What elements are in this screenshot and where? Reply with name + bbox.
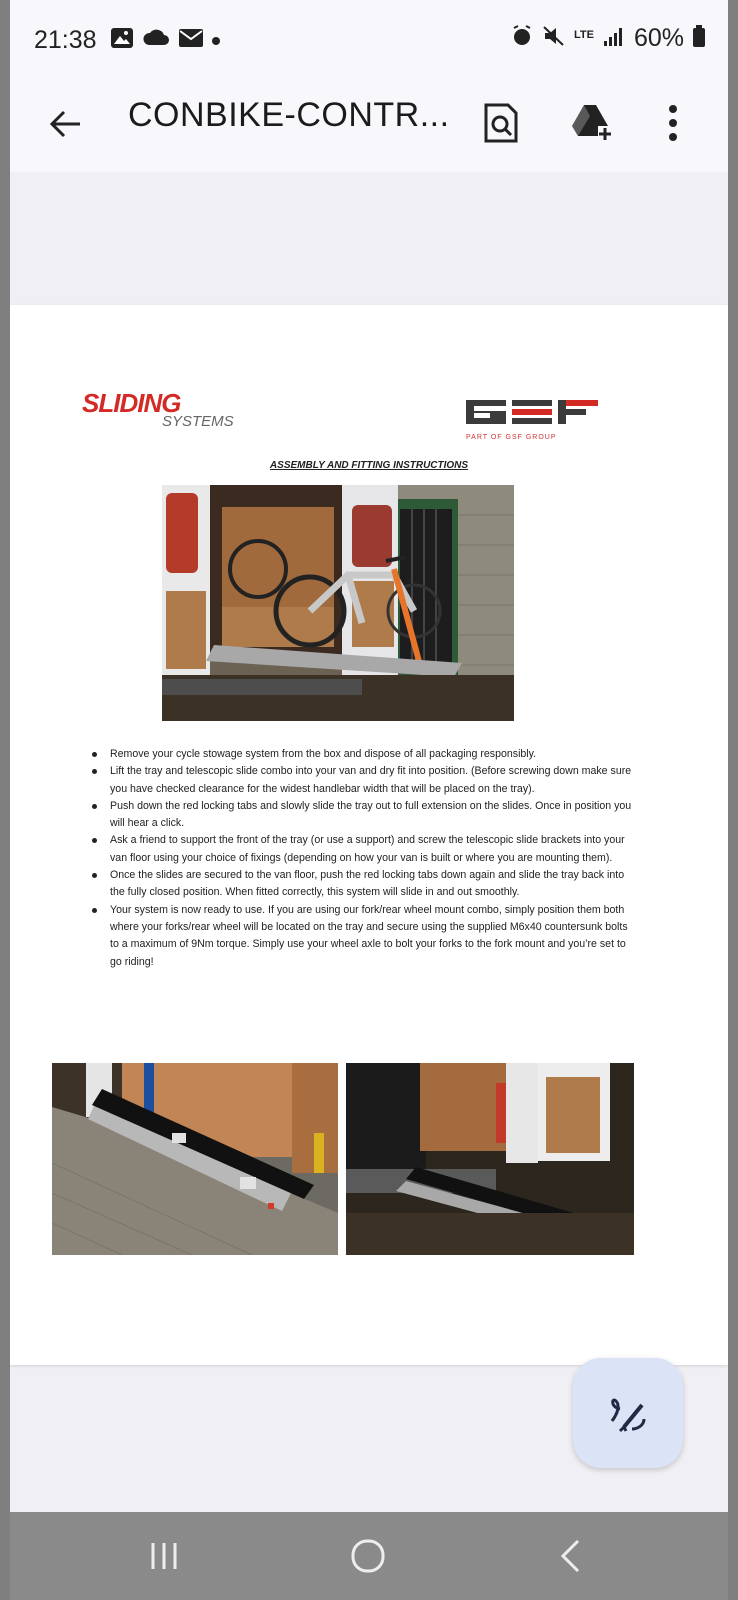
document-page <box>10 305 728 1365</box>
document-viewer[interactable] <box>10 172 728 1512</box>
more-options-button[interactable] <box>648 98 698 148</box>
alarm-icon <box>510 24 534 53</box>
search-document-icon <box>482 102 520 144</box>
tray-extended-photo <box>346 1063 634 1255</box>
home-icon <box>350 1538 386 1574</box>
gsf-logo: PART OF GSF GROUP <box>466 400 606 441</box>
instruction-item: Remove your cycle stowage system from the box and dispose of all packaging responsibly. <box>92 746 632 763</box>
battery-percent: 60% <box>633 24 684 52</box>
status-time: 21:38 <box>34 26 97 54</box>
gallery-icon <box>110 27 134 54</box>
instruction-item: Lift the tray and telescopic slide combo into your van and dry fit into position. (Before screwing down make sure you have checked clearance for the widest handlebar width that will be placed on the tray). <box>92 763 632 798</box>
instruction-item: Your system is now ready to use. If you are using our fork/rear wheel mount combo, simply position them both where your forks/rear wheel will be located on the tray and secure using the supplied M6x40 countersunk bolts to a maximum of 9Nm torque. Simply use your wheel axle to bolt your forks to the fork mount and you’re set to go riding! <box>92 902 632 971</box>
edit-pen-icon <box>606 1391 650 1435</box>
instructions-heading: ASSEMBLY AND FITTING INSTRUCTIONS <box>269 460 469 471</box>
mute-icon <box>542 24 566 53</box>
tray-inside-van-photo <box>52 1063 338 1255</box>
app-bar <box>10 82 728 172</box>
recent-apps-button[interactable] <box>134 1530 194 1582</box>
network-type: LTE <box>573 28 594 41</box>
system-icons <box>510 24 706 53</box>
instructions-list <box>92 746 632 971</box>
arrow-left-icon <box>44 102 88 146</box>
home-button[interactable] <box>338 1530 398 1582</box>
sliding-systems-logo: SLIDING SYSTEMS <box>82 388 234 430</box>
chevron-left-icon <box>558 1538 582 1574</box>
instruction-item: Once the slides are secured to the van floor, push the red locking tabs down again and slide the tray back into the fully closed position. When fitted correctly, this system will slide in and out smoothly. <box>92 867 632 902</box>
van-bike-photo <box>162 485 514 721</box>
drive-add-button[interactable] <box>566 98 616 148</box>
phone-screen <box>10 0 728 1600</box>
status-bar <box>10 0 728 82</box>
notification-icons <box>110 27 220 54</box>
back-button[interactable] <box>44 102 88 146</box>
battery-icon <box>692 24 706 53</box>
system-navigation-bar <box>10 1512 728 1600</box>
more-vert-icon <box>667 103 679 143</box>
signal-icon <box>602 25 626 52</box>
mail-icon <box>178 28 204 53</box>
document-title: CONBIKE-CONTR... <box>128 96 450 134</box>
back-nav-button[interactable] <box>540 1530 600 1582</box>
more-notifications-icon <box>212 37 220 45</box>
recent-apps-icon <box>147 1541 181 1571</box>
instruction-item: Ask a friend to support the front of the tray (or use a support) and screw the telescopic slide brackets into your van floor using your choice of fixings (depending on how your van is built or where you are mounting them). <box>92 832 632 867</box>
edit-fab[interactable] <box>573 1358 683 1468</box>
search-document-button[interactable] <box>476 98 526 148</box>
instruction-item: Push down the red locking tabs and slowly slide the tray out to full extension on the slides. Once in position you will hear a click. <box>92 798 632 833</box>
cloud-icon <box>142 27 170 54</box>
drive-add-icon <box>568 102 614 144</box>
